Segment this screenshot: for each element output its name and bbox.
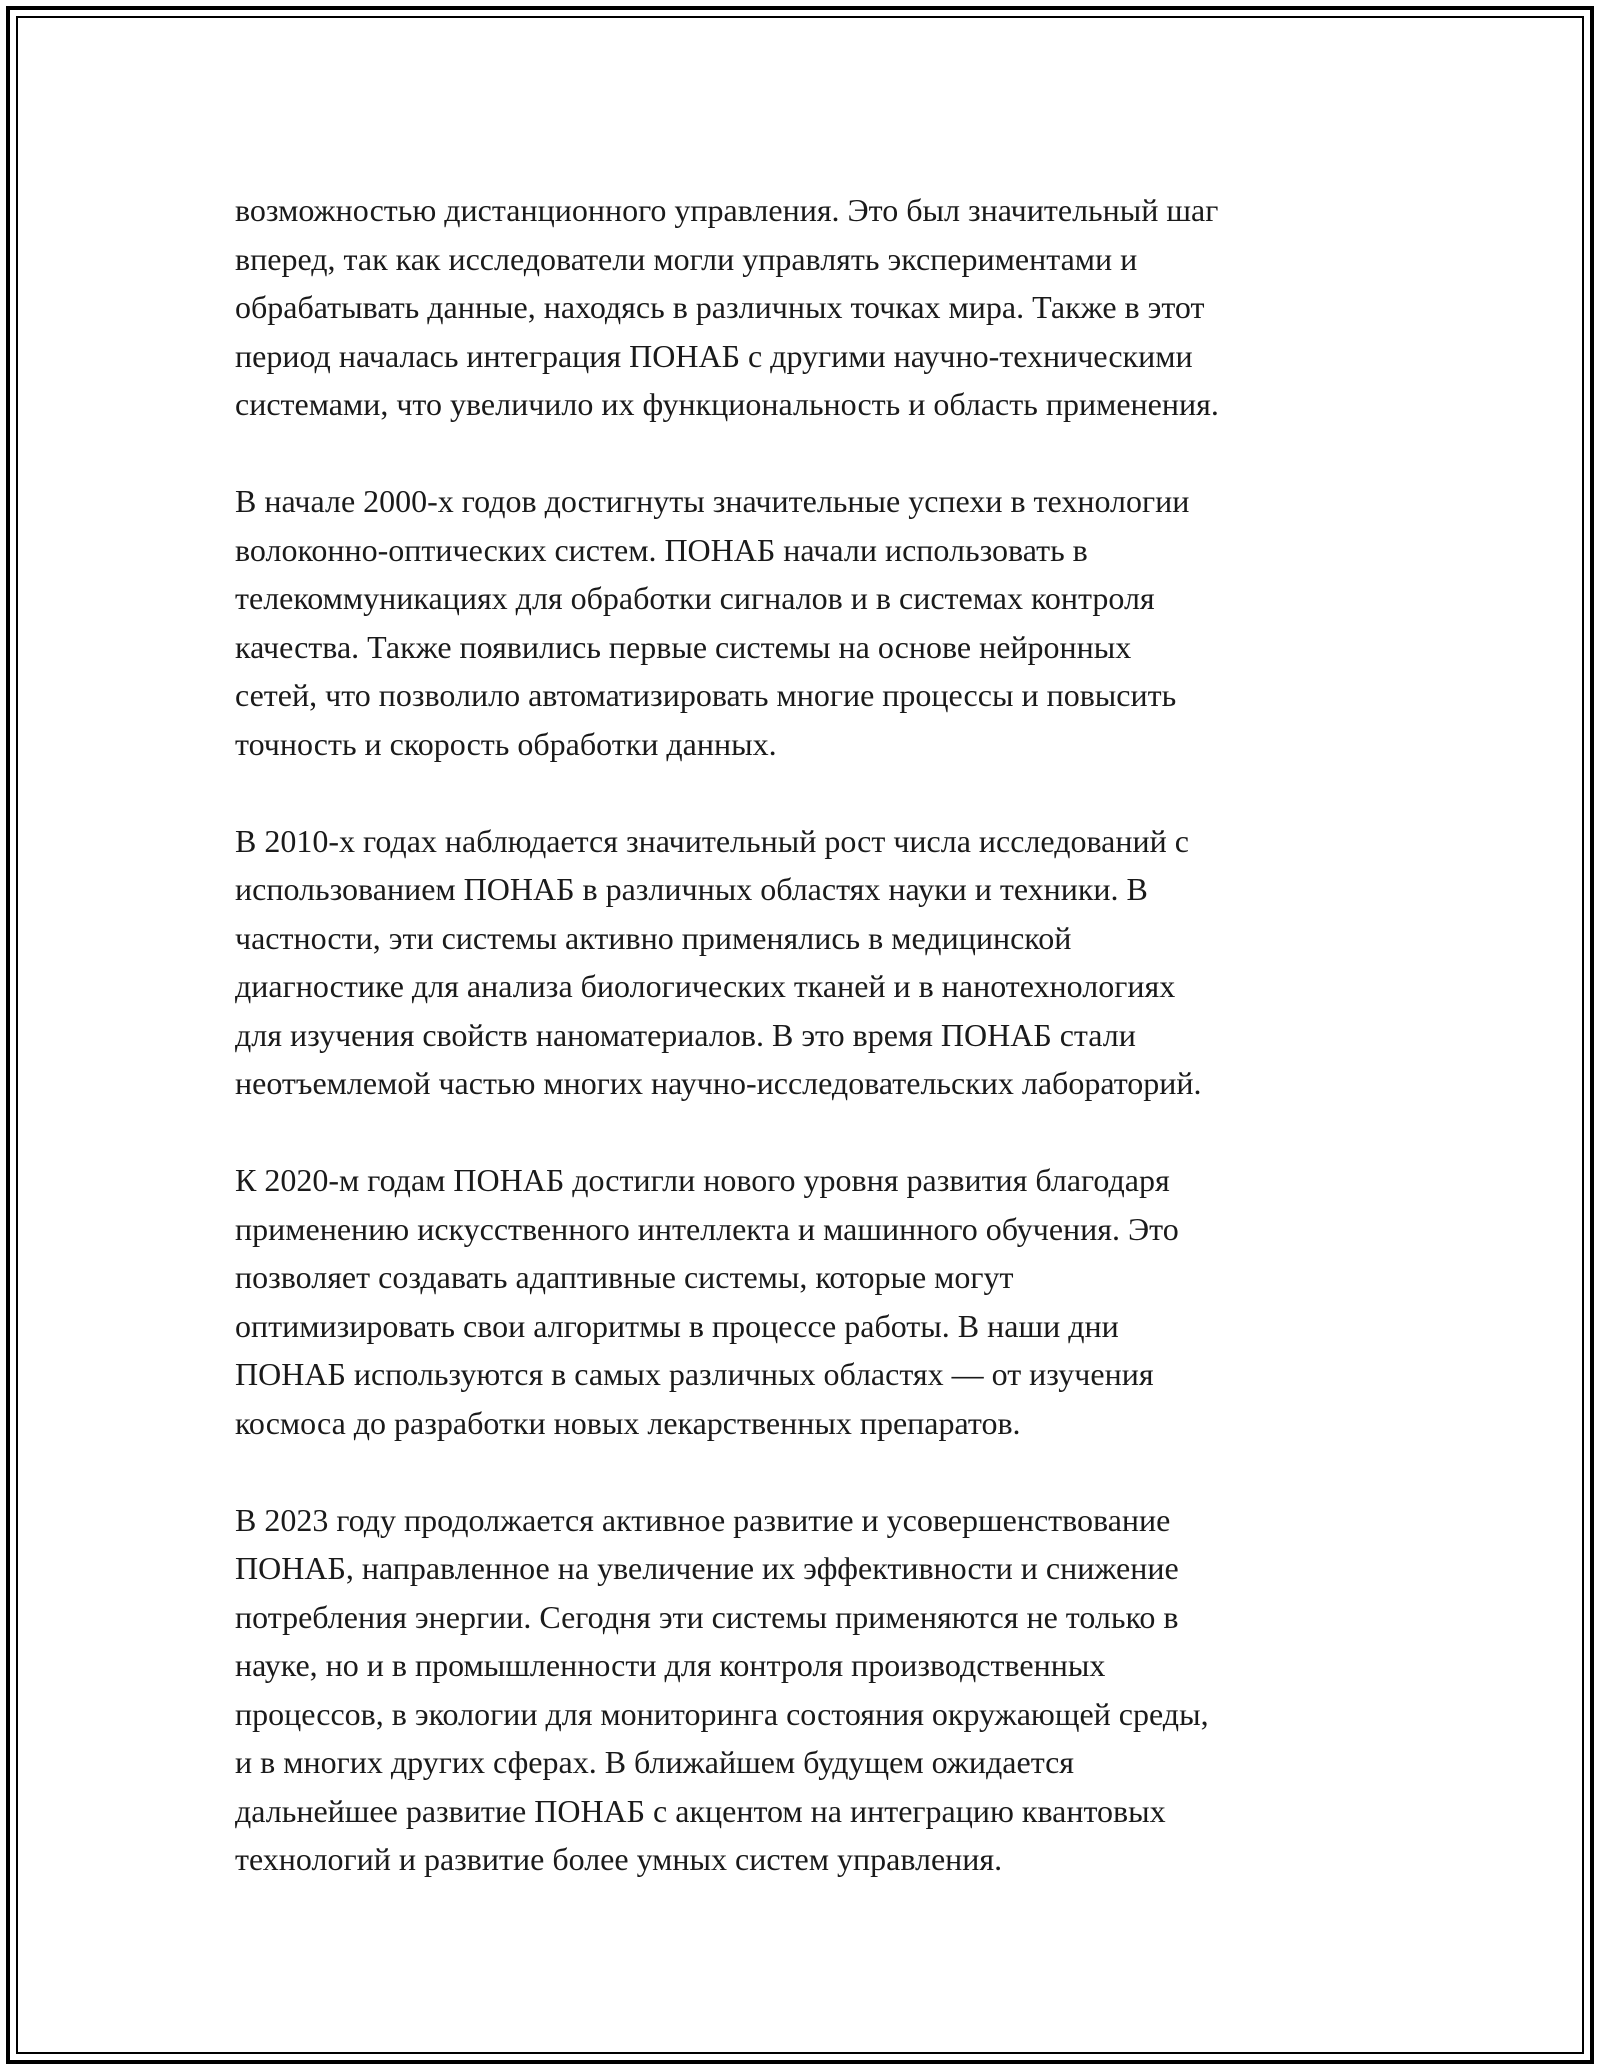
document-body <box>235 186 1395 1884</box>
paragraph-2000s: В начале 2000-х годов достигнуты значительные успехи в технологии волоконно-оптических систем. ПОНАБ начали использовать в телекоммуникациях для обработки сигналов и в системах контроля качества. Также появились первые системы на основе нейронных сетей, что позволило автоматизировать многие процессы и повысить точность и скорость обработки данных. <box>235 483 1190 762</box>
paragraph-2020s: К 2020-м годам ПОНАБ достигли нового уровня развития благодаря применению искусственного интеллекта и машинного обучения. Это позволяет создавать адаптивные системы, которые могут оптимизировать свои алгоритмы в процессе работы. В наши дни ПОНАБ используются в самых различных областях — от изучения космоса до разработки новых лекарственных препаратов. <box>235 1162 1179 1441</box>
paragraph-remote-control: возможностью дистанционного управления. Это был значительный шаг вперед, так как исследователи могли управлять экспериментами и обрабатывать данные, находясь в различных точках мира. Также в этот период началась интеграция ПОНАБ с другими научно-техническими системами, что увеличило их функциональность и область применения. <box>235 192 1219 422</box>
paragraph-2010s: В 2010-х годах наблюдается значительный рост числа исследований с использованием ПОНАБ в различных областях науки и техники. В частности, эти системы активно применялись в медицинской диагностике для анализа биологических тканей и в нанотехнологиях для изучения свойств наноматериалов. В это время ПОНАБ стали неотъемлемой частью многих научно-исследовательских лабораторий. <box>235 822 1202 1101</box>
paragraph-2023: В 2023 году продолжается активное развитие и усовершенствование ПОНАБ, направленное на увеличение их эффективности и снижение потребления энергии. Сегодня эти системы применяются не только в науке, но и в промышленности для контроля производственных процессов, в экологии для мониторинга состояния окружающей среды, и в многих других сферах. В ближайшем будущем ожидается дальнейшее развитие ПОНАБ с акцентом на интеграцию квантовых технологий и развитие более умных систем управления. <box>235 1501 1209 1877</box>
